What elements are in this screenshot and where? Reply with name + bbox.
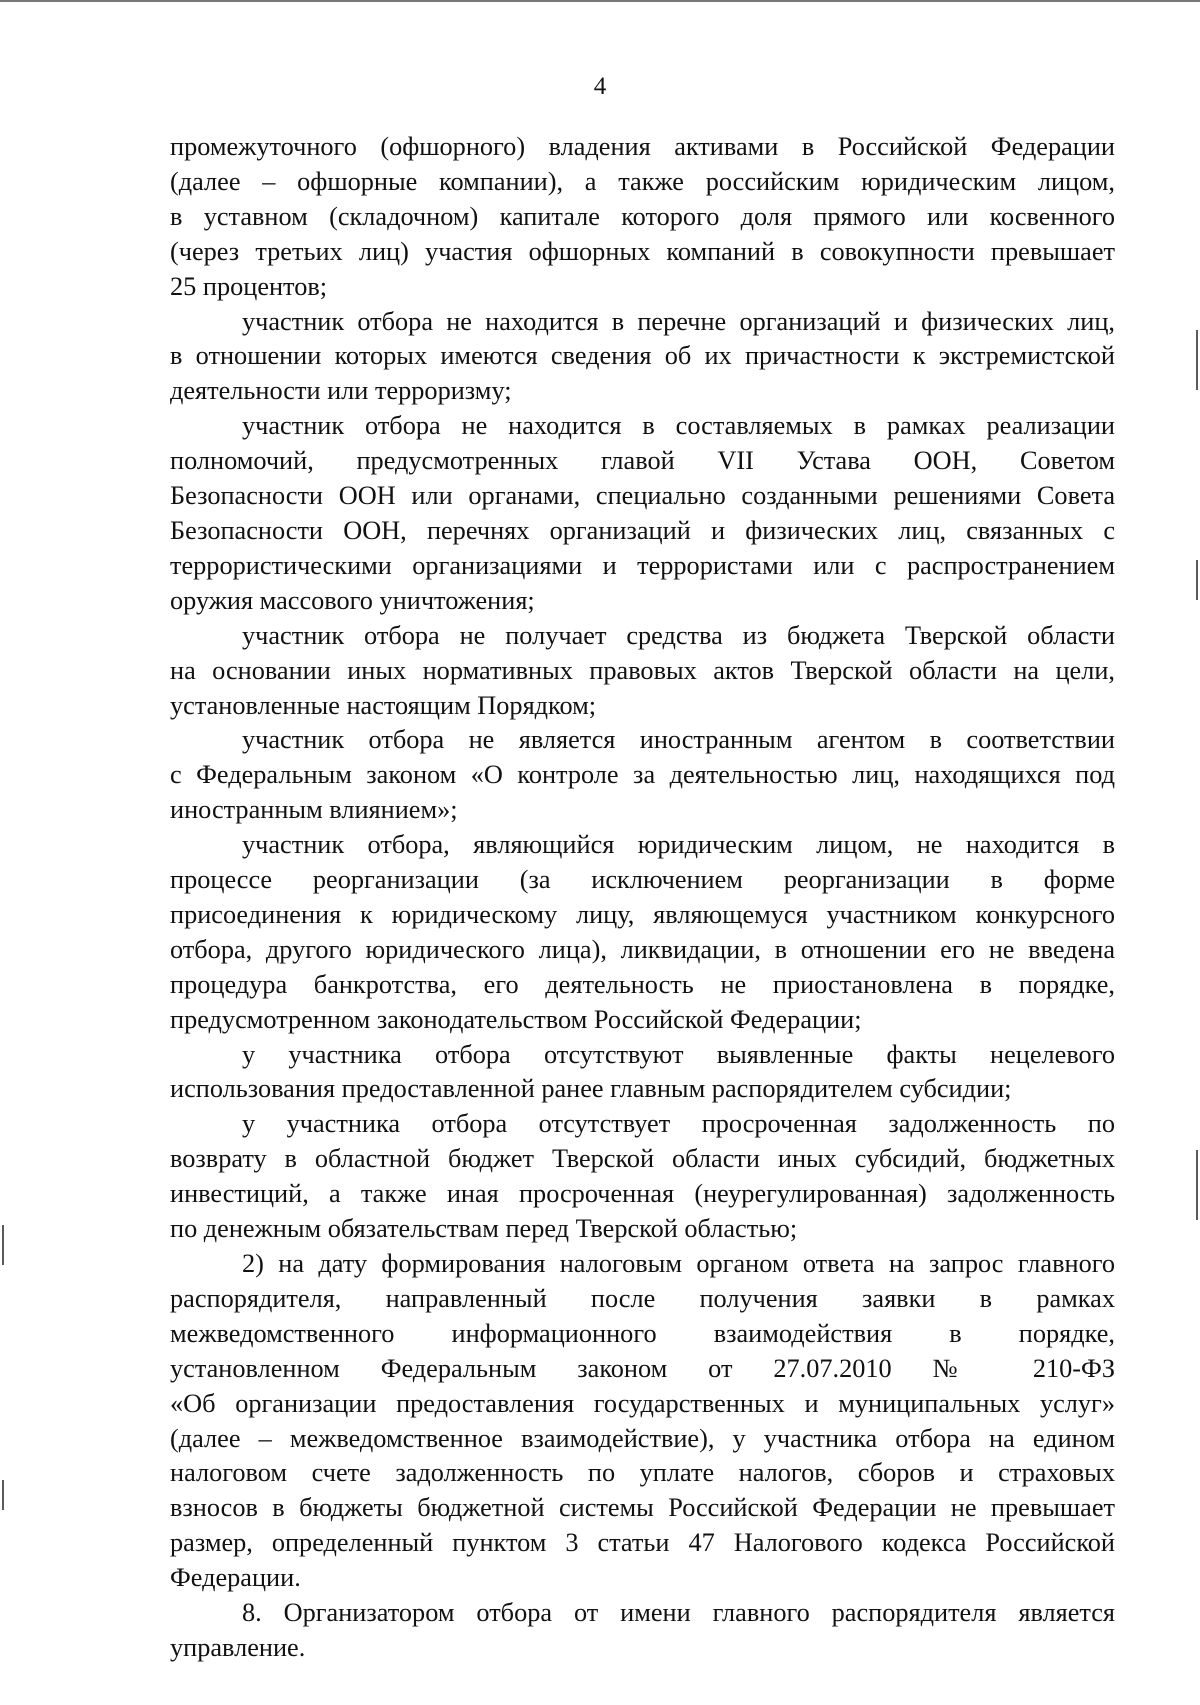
text-line: установленном Федеральным законом от 27.07.2010 № 210-ФЗ [170,1353,1115,1383]
scan-edge-mark [0,0,1200,2]
text-line: Безопасности ООН или органами, специально созданными решениями Совета [170,481,1115,511]
text-line: участник отбора не находится в перечне организаций и физических лиц, [242,306,1115,336]
text-line: участник отбора, являющийся юридическим лицом, не находится в [242,830,1115,860]
text-line: установленные настоящим Порядком; [170,690,597,720]
text-line: с Федеральным законом «О контроле за деятельностью лиц, находящихся под [170,760,1115,790]
text-line: 25 процентов; [170,271,328,301]
text-line: возврату в областной бюджет Тверской области иных субсидий, бюджетных [170,1144,1115,1174]
text-line: 8. Организатором отбора от имени главного распорядителя является [242,1598,1115,1628]
text-line: у участника отбора отсутствует просроченная задолженность по [242,1109,1115,1139]
scan-edge-mark [1196,1150,1198,1220]
text-line: полномочий, предусмотренных главой VII Устава ООН, Советом [170,446,1115,476]
scan-edge-mark [1196,560,1198,600]
text-line: оружия массового уничтожения; [170,585,535,615]
body-text [170,130,1115,1666]
page-number: 4 [593,73,607,100]
text-line: взносов в бюджеты бюджетной системы Российской Федерации не превышает [170,1493,1115,1523]
text-line: отбора, другого юридического лица), ликвидации, в отношении его не введена [170,934,1115,964]
scan-edge-mark [2,1480,4,1510]
text-line: Федерации. [170,1563,301,1593]
text-line: инвестиций, а также иная просроченная (неурегулированная) задолженность [170,1179,1115,1209]
text-line: (далее – межведомственное взаимодействие), у участника отбора на едином [170,1423,1115,1453]
text-line: размер, определенный пунктом 3 статьи 47 Налогового кодекса Российской [170,1528,1115,1558]
scan-edge-mark [1196,330,1198,390]
text-line: (далее – офшорные компании), а также российским юридическим лицом, [170,166,1115,196]
text-line: межведомственного информационного взаимодействия в порядке, [170,1318,1115,1348]
text-line: участник отбора не получает средства из бюджета Тверской области [242,620,1115,650]
text-line: на основании иных нормативных правовых актов Тверской области на цели, [170,655,1115,685]
scan-edge-mark [2,1225,4,1265]
text-line: в уставном (складочном) капитале которого доля прямого или косвенного [170,201,1115,231]
text-line: присоединения к юридическому лицу, являющемуся участником конкурсного [170,899,1115,929]
text-line: террористическими организациями и террористами или с распространением [170,550,1115,580]
text-line: процедура банкротства, его деятельность не приостановлена в порядке, [170,969,1115,999]
text-line: налоговом счете задолженность по уплате налогов, сборов и страховых [170,1458,1115,1488]
text-line: использования предоставленной ранее главным распорядителем субсидии; [170,1074,1012,1104]
text-line: Безопасности ООН, перечнях организаций и физических лиц, связанных с [170,515,1115,545]
text-line: (через третьих лиц) участия офшорных компаний в совокупности превышает [170,236,1115,266]
text-line: процессе реорганизации (за исключением реорганизации в форме [170,865,1115,895]
text-line: участник отбора не является иностранным агентом в соответствии [242,725,1115,755]
text-line: «Об организации предоставления государственных и муниципальных услуг» [170,1388,1115,1418]
text-line: промежуточного (офшорного) владения активами в Российской Федерации [170,132,1115,161]
text-line: участник отбора не находится в составляемых в рамках реализации [242,411,1115,441]
text-line: по денежным обязательствам перед Тверской областью; [170,1214,798,1244]
text-line: у участника отбора отсутствуют выявленные факты нецелевого [242,1039,1115,1069]
text-line: в отношении которых имеются сведения об их причастности к экстремистской [170,341,1115,371]
text-line: 2) на дату формирования налоговым органом ответа на запрос главного [242,1249,1115,1278]
text-line: иностранным влиянием»; [170,795,458,825]
text-line: управление. [170,1632,306,1662]
text-line: предусмотренном законодательством Российской Федерации; [170,1004,862,1034]
text-line: распорядителя, направленный после получения заявки в рамках [170,1283,1115,1313]
text-line: деятельности или терроризму; [170,376,512,406]
